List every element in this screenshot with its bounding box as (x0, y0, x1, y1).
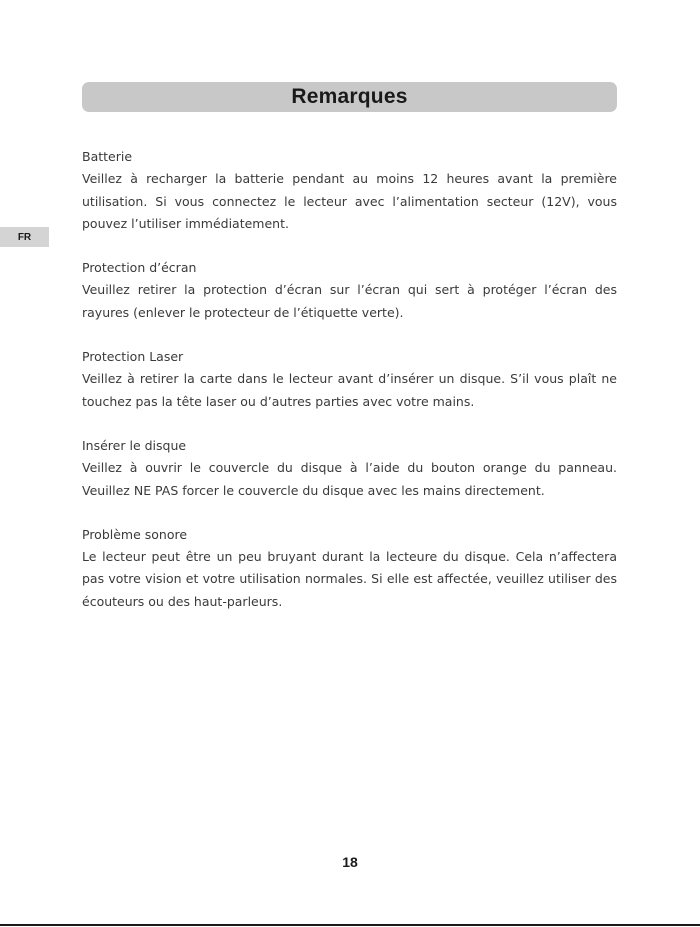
section-sound-problem (82, 524, 617, 613)
section-heading: Problème sonore (82, 526, 188, 542)
page-title: Remarques (291, 85, 408, 108)
section-screen-protection (82, 257, 617, 324)
section-insert-disc (82, 435, 617, 502)
section-heading: Batterie (82, 149, 133, 164)
section-body: Veillez à retirer la carte dans le lecteur avant d’insérer un disque. S’il vous plaît ne touchez pas la tête laser ou d’autres parties avec votre mains. (82, 371, 617, 409)
language-tab-label: FR (17, 231, 32, 243)
notes-content (82, 146, 617, 635)
section-laser-protection (82, 346, 617, 413)
section-body: Veuillez retirer la protection d’écran sur l’écran qui sert à protéger l’écran des rayures (enlever le protecteur de l’étiquette verte). (82, 282, 617, 320)
section-body: Le lecteur peut être un peu bruyant durant la lecteure du disque. Cela n’affectera pas votre vision et votre utilisation normales. Si elle est affectée, veuillez utiliser des écouteurs ou des haut-parleurs. (82, 549, 617, 609)
section-heading: Protection d’écran (82, 260, 197, 276)
section-battery (82, 146, 617, 235)
section-heading: Protection Laser (82, 349, 184, 365)
section-body: Veillez à recharger la batterie pendant au moins 12 heures avant la première utilisation. Si vous connectez le lecteur avec l’alimentation secteur (12V), vous pouvez l’utiliser immédiatement. (82, 171, 617, 231)
page-number: 18 (342, 854, 358, 870)
section-heading: Insérer le disque (82, 437, 187, 453)
bottom-divider (0, 924, 700, 926)
language-tab (0, 227, 49, 247)
section-body: Veillez à ouvrir le couvercle du disque à l’aide du bouton orange du panneau. Veuillez NE PAS forcer le couvercle du disque avec les mains directement. (82, 460, 617, 498)
title-bar (82, 82, 617, 112)
